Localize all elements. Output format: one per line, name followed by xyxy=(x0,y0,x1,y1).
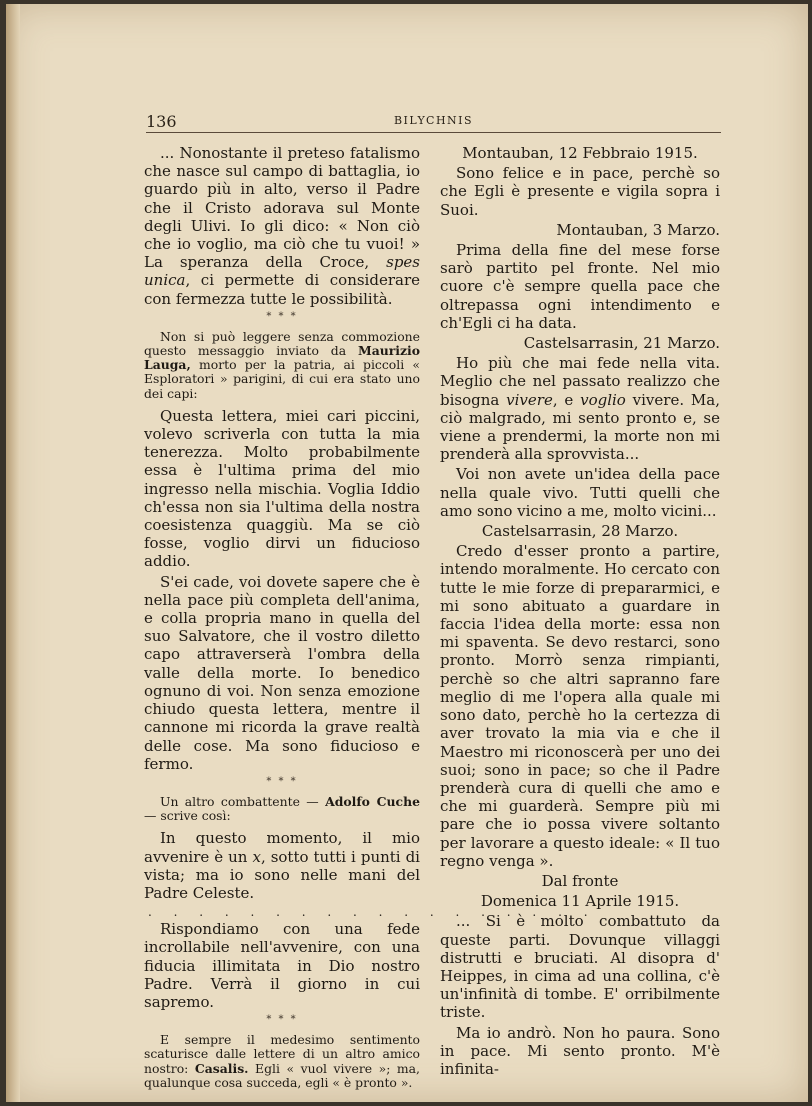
paragraph: In questo momento, il mio avvenire è un x, sotto tutti i punti di vista; ma io sono nelle mani del Padre Celeste. xyxy=(144,829,420,902)
paragraph: Sono felice e in pace, perchè so che Egli è presente e vigila sopra i Suoi. xyxy=(440,164,720,219)
running-head: BILYCHNIS xyxy=(393,114,474,127)
paragraph: Prima della fine del mese forse sarò partito pel fronte. Nel mio cuore c'è sempre quella pace che oltrepassa ogni intendimento e ch'Egli ci ha data. xyxy=(440,241,720,332)
paragraph: Credo d'esser pronto a partire, intendo moralmente. Ho cercato con tutte le mie forze di prepararmici, e mi sono abituato a guardare in faccia l'idea della morte: essa non mi spaventa. Se devo restarci, sono pronto. Morrò senza rimpianti, perchè so che altri sapranno fare meglio di me l'opera alla quale mi sono dato, perchè ho la certezza di aver trovato la mia via e che il Maestro mi riconoscerà per uno dei suoi; sono in pace; so che il Padre prenderà cura di quelli che amo e che mi guarderà. Sempre più mi pare che io possa vivere soltanto per lavorare a questo ideale: « Il tuo regno venga ». xyxy=(440,542,720,870)
section-separator: * * * xyxy=(266,1014,298,1026)
editor-note: Non si può leggere senza commozione questo messaggio inviato da Maurizio Lauga, morto per la patria, ai piccoli « Esploratori » parigini, di cui era stato uno dei capi: xyxy=(144,328,420,401)
letter-dateline: Montauban, 12 Febbraio 1915. xyxy=(462,144,698,162)
ellipsis-line: . . . . . . . . . . . . . . . . . . xyxy=(148,905,597,920)
page-number: 136 xyxy=(146,112,177,131)
page-header xyxy=(146,108,721,133)
page-spine-shadow xyxy=(6,4,20,1102)
paragraph: Rispondiamo con una fede incrollabile nell'avvenire, con una fiducia illimitata in Dio nostro Padre. Verrà il giorno in cui sapremo. xyxy=(144,920,420,1011)
section-separator: * * * xyxy=(266,775,298,787)
letter-dateline: Dal fronte xyxy=(541,871,619,890)
right-column xyxy=(440,144,720,1080)
letter-dateline: Castelsarrasin, 28 Marzo. xyxy=(481,522,679,541)
paragraph: Ma io andrò. Non ho paura. Sono in pace. Mi sento pronto. M'è infinita- xyxy=(440,1023,720,1078)
editor-note: E sempre il medesimo sentimento scaturisce dalle lettere di un altro amico nostro: Casalis. Egli « vuol vivere »; ma, qualunque cosa succeda, egli « è pronto ». xyxy=(144,1032,420,1090)
section-separator: * * * xyxy=(266,310,298,322)
letter-dateline: Castelsarrasin, 21 Marzo. xyxy=(523,334,720,353)
editor-note: Un altro combattente — Adolfo Cuche — scrive così: xyxy=(144,793,420,824)
paragraph: S'ei cade, voi dovete sapere che è nella pace più completa dell'anima, e colla propria mano in quella del suo Salvatore, che il vostro diletto capo attraverserà l'ombra della valle della morte. Io benedico ognuno di voi. Non senza emozione chiudo questa lettera, mentre il cannone mi ricorda la grave realtà delle cose. Ma sono fiducioso e fermo. xyxy=(144,572,420,773)
paragraph: Voi non avete un'idea della pace nella quale vivo. Tutti quelli che amo sono vicino a me, molto vicini... xyxy=(440,465,720,520)
paragraph: ... Si è molto combattuto da queste parti. Dovunque villaggi distrutti e bruciati. Al disopra d' Heippes, in cima ad una collina, c'è un'infinità di tombe. E' orribilmente triste. xyxy=(440,912,720,1022)
paragraph: ... Nonostante il preteso fatalismo che nasce sul campo di battaglia, io guardo più in alto, verso il Padre che il Cristo adorava sul Monte degli Ulivi. Io gli dico: « Non ciò che io voglio, ma ciò che tu vuoi! » La speranza della Croce, spes unica, ci permette di considerare con fermezza tutte le possibilità. xyxy=(144,144,420,308)
letter-dateline: Domenica 11 Aprile 1915. xyxy=(480,892,680,911)
paragraph: Questa lettera, miei cari piccini, volevo scriverla con tutta la mia tenerezza. Molto probabilmente essa è l'ultima prima del mio ingresso nella mischia. Voglia Iddio ch'essa non sia l'ultima della nostra coesistenza quaggiù. Ma se ciò fosse, voglio dirvi un fiducioso addio. xyxy=(144,406,420,571)
paragraph: Ho più che mai fede nella vita. Meglio che nel passato realizzo che bisogna vivere, e voglio vivere. Ma, ciò malgrado, mi sento pronto e, se viene a prendermi, la morte non mi prenderà alla sprovvista... xyxy=(440,354,720,464)
letter-dateline: Montauban, 3 Marzo. xyxy=(556,220,720,239)
